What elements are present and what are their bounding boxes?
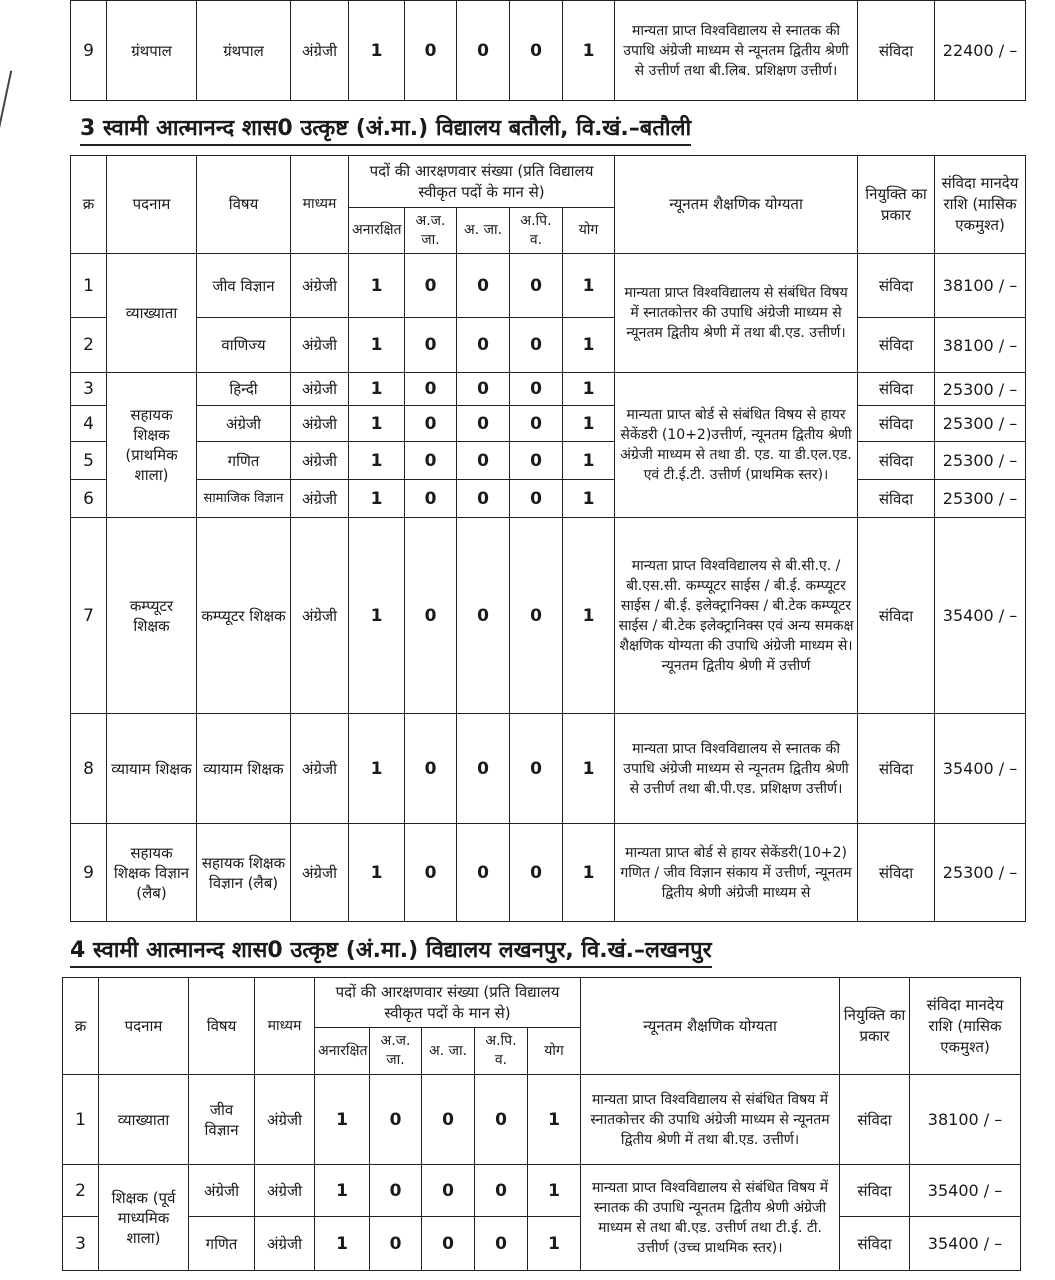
obc-count: 0 bbox=[510, 406, 563, 442]
st-count: 0 bbox=[457, 318, 510, 373]
medium: अंग्रेजी bbox=[291, 714, 349, 824]
obc-count: 0 bbox=[510, 373, 563, 406]
sc-count: 0 bbox=[405, 714, 457, 824]
st-count: 0 bbox=[422, 1165, 475, 1217]
subject: कम्प्यूटर शिक्षक bbox=[197, 518, 291, 714]
table-row bbox=[71, 318, 1026, 373]
obc-count: 0 bbox=[510, 518, 563, 714]
row-number: 5 bbox=[71, 442, 107, 480]
table-row bbox=[71, 373, 1026, 406]
subject: व्यायाम शिक्षक bbox=[197, 714, 291, 824]
st-count: 0 bbox=[457, 254, 510, 318]
row-number: 6 bbox=[71, 480, 107, 518]
post-name: व्याख्याता bbox=[107, 254, 197, 373]
subject: अंग्रेजी bbox=[197, 406, 291, 442]
section-3-title: 3 स्वामी आत्मानन्द शास0 उत्कृष्ट (अं.मा.) विद्यालय बतौली, वि.खं.–बतौली bbox=[80, 112, 691, 146]
row-number: 1 bbox=[63, 1075, 99, 1165]
table-row bbox=[71, 254, 1026, 318]
appointment-type: संविदा bbox=[858, 254, 935, 318]
total-count: 1 bbox=[563, 824, 615, 922]
row-number: 9 bbox=[71, 824, 107, 922]
pay-amount: 38100 / – bbox=[935, 318, 1026, 373]
subject: सामाजिक विज्ञान bbox=[197, 480, 291, 518]
table-row bbox=[63, 1217, 1021, 1271]
section-3-table bbox=[70, 155, 1026, 922]
header-pay: संविदा मानदेय राशि (मासिक एकमुश्त) bbox=[935, 156, 1026, 254]
unreserved-count: 1 bbox=[349, 406, 405, 442]
pay-amount: 35400 / – bbox=[910, 1165, 1021, 1217]
medium: अंग्रेजी bbox=[255, 1075, 315, 1165]
sc-count: 0 bbox=[405, 373, 457, 406]
table-row bbox=[71, 824, 1026, 922]
appointment-type: संविदा bbox=[840, 1217, 910, 1271]
subject: हिन्दी bbox=[197, 373, 291, 406]
unreserved-count: 1 bbox=[349, 480, 405, 518]
post-name: कम्प्यूटर शिक्षक bbox=[107, 518, 197, 714]
obc-count: 0 bbox=[510, 318, 563, 373]
table-row bbox=[63, 1165, 1021, 1217]
pay-amount: 25300 / – bbox=[935, 824, 1026, 922]
subject: अंग्रेजी bbox=[189, 1165, 255, 1217]
sc-count: 0 bbox=[405, 1, 457, 101]
sc-count: 0 bbox=[405, 406, 457, 442]
post-name: व्याख्याता bbox=[99, 1075, 189, 1165]
header-obc: अ.पि. व. bbox=[510, 208, 563, 254]
appointment-type: संविदा bbox=[858, 714, 935, 824]
table-row bbox=[71, 518, 1026, 714]
obc-count: 0 bbox=[475, 1075, 528, 1165]
unreserved-count: 1 bbox=[349, 714, 405, 824]
header-post: पदनाम bbox=[107, 156, 197, 254]
unreserved-count: 1 bbox=[315, 1165, 370, 1217]
subject: गणित bbox=[189, 1217, 255, 1271]
post-name: सहायक शिक्षक (प्राथमिक शाला) bbox=[107, 373, 197, 518]
sc-count: 0 bbox=[405, 254, 457, 318]
margin-pen-mark bbox=[0, 70, 12, 129]
st-count: 0 bbox=[422, 1217, 475, 1271]
qualification: मान्यता प्राप्त विश्वविद्यालय से संबंधित विषय में स्नातक की उपाधि न्यूनतम द्वितीय श्रेणी अंग्रेजी माध्यम से तथा बी.एड. उत्तीर्ण तथा टी.ई. टी. उत्तीर्ण (उच्च प्राथमिक स्तर)। bbox=[581, 1165, 840, 1271]
header-qualification: न्यूनतम शैक्षणिक योग्यता bbox=[615, 156, 858, 254]
st-count: 0 bbox=[457, 1, 510, 101]
st-count: 0 bbox=[422, 1075, 475, 1165]
pay-amount: 35400 / – bbox=[935, 518, 1026, 714]
subject: जीव विज्ञान bbox=[197, 254, 291, 318]
header-sc: अ.ज. जा. bbox=[405, 208, 457, 254]
header-row bbox=[71, 156, 1026, 208]
sc-count: 0 bbox=[405, 824, 457, 922]
unreserved-count: 1 bbox=[349, 373, 405, 406]
subject: गणित bbox=[197, 442, 291, 480]
header-medium: माध्यम bbox=[255, 978, 315, 1075]
subject: सहायक शिक्षक विज्ञान (लैब) bbox=[197, 824, 291, 922]
sc-count: 0 bbox=[405, 480, 457, 518]
medium: अंग्रेजी bbox=[291, 480, 349, 518]
medium: अंग्रेजी bbox=[255, 1217, 315, 1271]
sc-count: 0 bbox=[370, 1217, 422, 1271]
top-table bbox=[70, 0, 1026, 101]
appointment-type: संविदा bbox=[858, 318, 935, 373]
table-row bbox=[71, 480, 1026, 518]
total-count: 1 bbox=[528, 1165, 581, 1217]
header-row bbox=[63, 978, 1021, 1028]
row-number: 2 bbox=[63, 1165, 99, 1217]
subject: ग्रंथपाल bbox=[197, 1, 291, 101]
row-number: 2 bbox=[71, 318, 107, 373]
pay-amount: 38100 / – bbox=[910, 1075, 1021, 1165]
pay-amount: 25300 / – bbox=[935, 442, 1026, 480]
header-pay: संविदा मानदेय राशि (मासिक एकमुश्त) bbox=[910, 978, 1021, 1075]
st-count: 0 bbox=[457, 714, 510, 824]
section-4-title: 4 स्वामी आत्मानन्द शास0 उत्कृष्ट (अं.मा.) विद्यालय लखनपुर, वि.खं.–लखनपुर bbox=[70, 934, 712, 968]
header-subject: विषय bbox=[197, 156, 291, 254]
header-st: अ. जा. bbox=[457, 208, 510, 254]
row-number: 4 bbox=[71, 406, 107, 442]
st-count: 0 bbox=[457, 406, 510, 442]
pay-amount: 35400 / – bbox=[910, 1217, 1021, 1271]
pay-amount: 25300 / – bbox=[935, 373, 1026, 406]
post-name: शिक्षक (पूर्व माध्यमिक शाला) bbox=[99, 1165, 189, 1271]
medium: अंग्रेजी bbox=[291, 824, 349, 922]
obc-count: 0 bbox=[510, 714, 563, 824]
row-number: 8 bbox=[71, 714, 107, 824]
obc-count: 0 bbox=[475, 1165, 528, 1217]
unreserved-count: 1 bbox=[315, 1217, 370, 1271]
appointment-type: संविदा bbox=[858, 442, 935, 480]
unreserved-count: 1 bbox=[349, 518, 405, 714]
medium: अंग्रेजी bbox=[291, 518, 349, 714]
post-name: व्यायाम शिक्षक bbox=[107, 714, 197, 824]
header-appointment: नियुक्ति का प्रकार bbox=[840, 978, 910, 1075]
header-reservation: पदों की आरक्षणवार संख्या (प्रति विद्यालय स्वीकृत पदों के मान से) bbox=[349, 156, 615, 208]
unreserved-count: 1 bbox=[349, 442, 405, 480]
pay-amount: 35400 / – bbox=[935, 714, 1026, 824]
table-row bbox=[71, 442, 1026, 480]
header-obc: अ.पि. व. bbox=[475, 1028, 528, 1075]
pay-amount: 25300 / – bbox=[935, 406, 1026, 442]
appointment-type: संविदा bbox=[858, 480, 935, 518]
sc-count: 0 bbox=[405, 442, 457, 480]
total-count: 1 bbox=[563, 714, 615, 824]
total-count: 1 bbox=[563, 318, 615, 373]
appointment-type: संविदा bbox=[858, 518, 935, 714]
subject: वाणिज्य bbox=[197, 318, 291, 373]
pay-amount: 38100 / – bbox=[935, 254, 1026, 318]
header-total: योग bbox=[563, 208, 615, 254]
obc-count: 0 bbox=[510, 824, 563, 922]
medium: अंग्रेजी bbox=[291, 318, 349, 373]
qualification: मान्यता प्राप्त विश्वविद्यालय से स्नातक की उपाधि अंग्रेजी माध्यम से न्यूनतम द्वितीय श्रेणी से उत्तीर्ण तथा बी.पी.एड. प्रशिक्षण उत्तीर्ण। bbox=[615, 714, 858, 824]
obc-count: 0 bbox=[475, 1217, 528, 1271]
obc-count: 0 bbox=[510, 254, 563, 318]
st-count: 0 bbox=[457, 824, 510, 922]
header-post: पदनाम bbox=[99, 978, 189, 1075]
obc-count: 0 bbox=[510, 442, 563, 480]
total-count: 1 bbox=[528, 1217, 581, 1271]
header-subject: विषय bbox=[189, 978, 255, 1075]
row-number: 3 bbox=[71, 373, 107, 406]
table-row bbox=[63, 1075, 1021, 1165]
total-count: 1 bbox=[563, 518, 615, 714]
appointment-type: संविदा bbox=[858, 373, 935, 406]
unreserved-count: 1 bbox=[349, 824, 405, 922]
st-count: 0 bbox=[457, 373, 510, 406]
obc-count: 0 bbox=[510, 480, 563, 518]
medium: अंग्रेजी bbox=[255, 1165, 315, 1217]
header-appointment: नियुक्ति का प्रकार bbox=[858, 156, 935, 254]
header-unreserved: अनारक्षित bbox=[349, 208, 405, 254]
total-count: 1 bbox=[563, 1, 615, 101]
post-name: ग्रंथपाल bbox=[107, 1, 197, 101]
unreserved-count: 1 bbox=[349, 318, 405, 373]
table-row bbox=[71, 406, 1026, 442]
row-number: 9 bbox=[71, 1, 107, 101]
header-sc: अ.ज. जा. bbox=[370, 1028, 422, 1075]
subject: जीव विज्ञान bbox=[189, 1075, 255, 1165]
total-count: 1 bbox=[563, 373, 615, 406]
qualification: मान्यता प्राप्त विश्वविद्यालय से संबंधित विषय में स्नातकोत्तर की उपाधि अंग्रेजी माध्यम से न्यूनतम द्वितीय श्रेणी में तथा बी.एड. उत्तीर्ण। bbox=[615, 254, 858, 373]
unreserved-count: 1 bbox=[349, 1, 405, 101]
total-count: 1 bbox=[563, 254, 615, 318]
sc-count: 0 bbox=[370, 1165, 422, 1217]
sc-count: 0 bbox=[370, 1075, 422, 1165]
header-no: क्र bbox=[63, 978, 99, 1075]
header-reservation: पदों की आरक्षणवार संख्या (प्रति विद्यालय स्वीकृत पदों के मान से) bbox=[315, 978, 581, 1028]
medium: अंग्रेजी bbox=[291, 1, 349, 101]
total-count: 1 bbox=[563, 442, 615, 480]
unreserved-count: 1 bbox=[315, 1075, 370, 1165]
unreserved-count: 1 bbox=[349, 254, 405, 318]
appointment-type: संविदा bbox=[840, 1165, 910, 1217]
pay-amount: 22400 / – bbox=[935, 1, 1026, 101]
row-number: 1 bbox=[71, 254, 107, 318]
header-total: योग bbox=[528, 1028, 581, 1075]
qualification: मान्यता प्राप्त बोर्ड से हायर सेकेंडरी(10+2) गणित / जीव विज्ञान संकाय में उत्तीर्ण, न्यूनतम द्वितीय श्रेणी अंग्रेजी माध्यम से bbox=[615, 824, 858, 922]
header-qualification: न्यूनतम शैक्षणिक योग्यता bbox=[581, 978, 840, 1075]
row-number: 7 bbox=[71, 518, 107, 714]
medium: अंग्रेजी bbox=[291, 442, 349, 480]
post-name: सहायक शिक्षक विज्ञान (लैब) bbox=[107, 824, 197, 922]
appointment-type: संविदा bbox=[858, 1, 935, 101]
st-count: 0 bbox=[457, 480, 510, 518]
total-count: 1 bbox=[563, 480, 615, 518]
qualification: मान्यता प्राप्त विश्वविद्यालय से स्नातक की उपाधि अंग्रेजी माध्यम से न्यूनतम द्वितीय श्रेणी से उत्तीर्ण तथा बी.लिब. प्रशिक्षण उत्तीर्ण। bbox=[615, 1, 858, 101]
medium: अंग्रेजी bbox=[291, 373, 349, 406]
total-count: 1 bbox=[563, 406, 615, 442]
st-count: 0 bbox=[457, 518, 510, 714]
qualification: मान्यता प्राप्त विश्वविद्यालय से बी.सी.ए. / बी.एस.सी. कम्प्यूटर साईस / बी.ई. कम्प्यूटर साईस / बी.ई. इलेक्ट्रानिक्स / बी.टेक कम्प्यूटर साईस / बी.टेक इलेक्ट्रानिक्स एवं अन्य समकक्ष शैक्षणिक योग्यता की उपाधि अंग्रेजी माध्यम से। न्यूनतम द्वितीय श्रेणी में उत्तीर्ण bbox=[615, 518, 858, 714]
medium: अंग्रेजी bbox=[291, 406, 349, 442]
header-no: क्र bbox=[71, 156, 107, 254]
qualification: मान्यता प्राप्त विश्वविद्यालय से संबंधित विषय में स्नातकोत्तर की उपाधि अंग्रेजी माध्यम से न्यूनतम द्वितीय श्रेणी में तथा बी.एड. उत्तीर्ण। bbox=[581, 1075, 840, 1165]
table-row bbox=[71, 1, 1026, 101]
sc-count: 0 bbox=[405, 318, 457, 373]
pay-amount: 25300 / – bbox=[935, 480, 1026, 518]
qualification: मान्यता प्राप्त बोर्ड से संबंधित विषय से हायर सेकेंडरी (10+2)उत्तीर्ण, न्यूनतम द्वितीय श्रेणी अंग्रेजी माध्यम से तथा डी. एड. या डी.एल.एड. एवं टी.ई.टी. उत्तीर्ण (प्राथमिक स्तर)। bbox=[615, 373, 858, 518]
medium: अंग्रेजी bbox=[291, 254, 349, 318]
header-unreserved: अनारक्षित bbox=[315, 1028, 370, 1075]
st-count: 0 bbox=[457, 442, 510, 480]
appointment-type: संविदा bbox=[858, 824, 935, 922]
header-st: अ. जा. bbox=[422, 1028, 475, 1075]
obc-count: 0 bbox=[510, 1, 563, 101]
section-4-table bbox=[62, 977, 1021, 1271]
appointment-type: संविदा bbox=[858, 406, 935, 442]
header-medium: माध्यम bbox=[291, 156, 349, 254]
total-count: 1 bbox=[528, 1075, 581, 1165]
sc-count: 0 bbox=[405, 518, 457, 714]
table-row bbox=[71, 714, 1026, 824]
row-number: 3 bbox=[63, 1217, 99, 1271]
appointment-type: संविदा bbox=[840, 1075, 910, 1165]
